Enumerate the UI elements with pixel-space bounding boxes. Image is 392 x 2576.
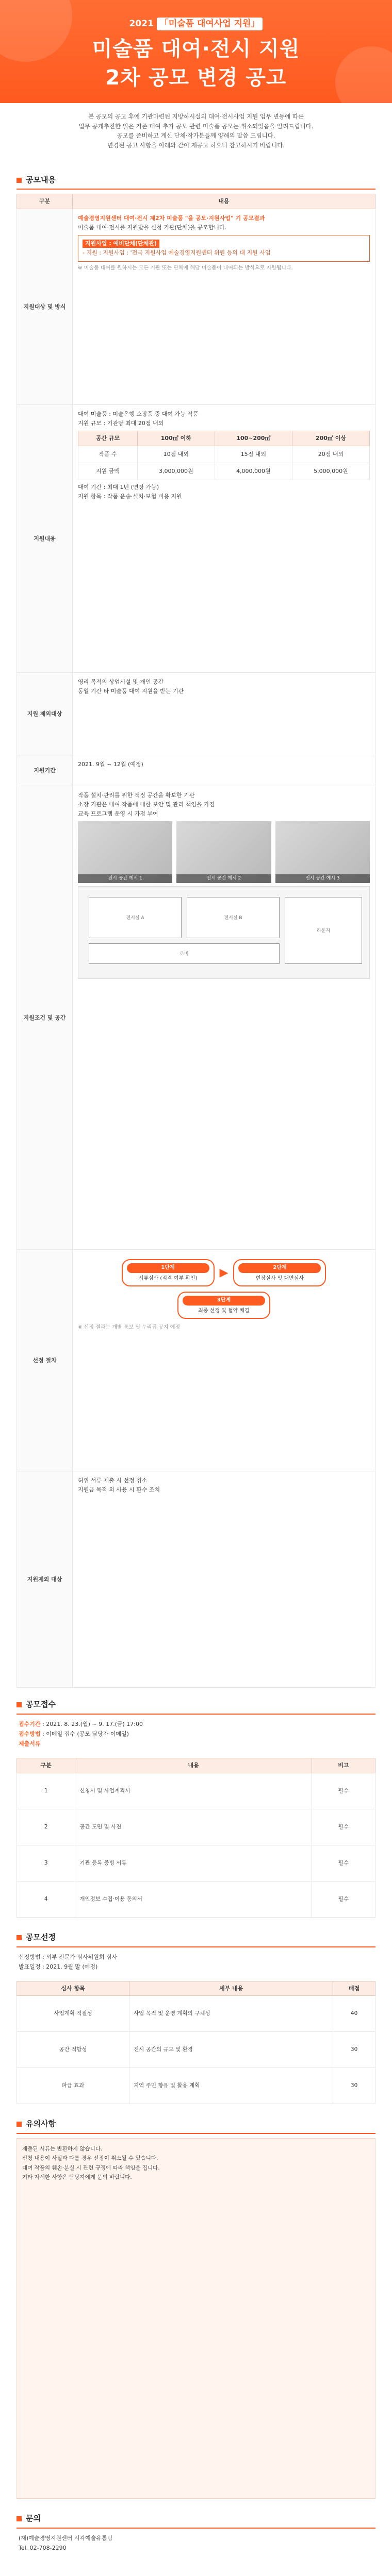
contact-section bbox=[17, 2509, 375, 2558]
select-details: 선정방법 : 외부 전문가 심사위원회 심사 발표일정 : 2021. 9월 말 (예정) bbox=[19, 1953, 118, 1970]
criteria-table: 심사 항목 세부 내용 배점 사업계획 적절성 사업 목적 및 운영 계획의 구체성 40 공간 적합성 전시 공간의 규모 및 환경 30 파급 효과 지역 주민 향유 및 활용 계획 30 bbox=[17, 1981, 375, 2105]
table-row: 지원대상 및 방식 예술경영지원센터 대여·전시 제2차 미술품 "을 공모·지원사업" 기 공모결과 미술품 대여·전시를 지원받을 신청 기관(단체)을 공모합니다. 지원사업 : 예비단체(단체관) - 지원 : 지원사업 : '전국 지원사업 예술경영지원센터 위원 등의 대 지원 사업 ※ 미술품 대여를 원하시는 모든 기관 또는 단체에 해당 미술품이 대여되는 방식으로 지원됩니다. bbox=[17, 209, 375, 405]
section-header: 유의사항 bbox=[17, 2114, 375, 2134]
section-header: 문의 bbox=[17, 2509, 375, 2529]
banner-title-line2: 2차 공모 변경 공고 bbox=[105, 66, 287, 90]
square-icon bbox=[17, 178, 22, 183]
selection-flow bbox=[78, 1259, 370, 1286]
square-icon bbox=[17, 2516, 22, 2521]
square-icon bbox=[17, 1702, 22, 1707]
photo-gallery bbox=[78, 821, 370, 883]
floor-plan: 전시실 A 전시실 B 라운지 로비 bbox=[78, 886, 370, 979]
arrow-right-icon: ▶ bbox=[219, 1266, 228, 1279]
notice-section bbox=[17, 2114, 375, 2499]
section-header: 공모접수 bbox=[17, 1695, 375, 1715]
space-photo: 전시 공간 예시 2 bbox=[176, 821, 271, 883]
table-row: 지원 제외대상 영리 목적의 상업시설 및 개인 공간 동일 기간 타 미술품 대여 지원을 받는 기관 bbox=[17, 673, 375, 755]
table-row: 1 신청서 및 사업계획서 필수 bbox=[17, 1773, 375, 1809]
header-banner bbox=[0, 0, 392, 103]
documents-table: 구분 내용 비고 1 신청서 및 사업계획서 필수 2 공간 도면 및 사진 필수 3 기관 등록 증빙 서류 필수 4 개인정보 수집·이용 동의서 필수 bbox=[17, 1758, 375, 1918]
table-row: 3 기관 등록 증빙 서류 필수 bbox=[17, 1845, 375, 1881]
table-row: 공간 적합성 전시 공간의 규모 및 환경 30 bbox=[17, 2032, 375, 2068]
table-row: 파급 효과 지역 주민 향유 및 활용 계획 30 bbox=[17, 2068, 375, 2104]
section-header: 공모내용 bbox=[17, 171, 375, 190]
table-row: 사업계획 적절성 사업 목적 및 운영 계획의 구체성 40 bbox=[17, 1996, 375, 2032]
square-icon bbox=[17, 1935, 22, 1940]
table-row: 지원 금액 3,000,000원 4,000,000원 5,000,000원 bbox=[78, 463, 370, 480]
select-section bbox=[17, 1928, 375, 2105]
table-row: 지원조건 및 공간 작품 설치·관리를 위한 적정 공간을 확보한 기관 소장 기관은 대여 작품에 대한 보안 및 관리 책임을 가짐 교육 프로그램 운영 시 가점 부여 전시 공간 예시 1 전시 공간 예시 2 전시 공간 예시 3 전시실 A 전시실 B 라운지 로비 bbox=[17, 786, 375, 1250]
table-row: 지원기간 2021. 9월 ~ 12월 (예정) bbox=[17, 755, 375, 786]
banner-title-line1: 미술품 대여·전시 지원 bbox=[92, 37, 300, 61]
support-scale-table: 공간 규모 100㎡ 이하 100~200㎡ 200㎡ 이상 작품 수 10점 내외 15점 내외 20점 내외 지원 금액 3,000,000원 4,000,000원 5,000,000원 bbox=[78, 431, 370, 480]
table-row: 지원내용 대여 미술품 : 미술은행 소장품 중 대여 가능 작품 지원 규모 : 기관당 최대 20점 내외 공간 규모 100㎡ 이하 100~200㎡ 200㎡ 이상 작품 수 10점 내외 15점 내외 20점 내외 지원 금액 3,000,000원 4,000,000원 5,000,000원 대여 기간 : 최대 1년 (연장 가능) 지원 항목 : 작품 운송·설치·보험 비용 지원 bbox=[17, 405, 375, 673]
table-row: 2 공간 도면 및 사진 필수 bbox=[17, 1809, 375, 1845]
flow-step: 3단계 최종 선정 및 협약 체결 bbox=[177, 1292, 270, 1319]
table-row: 4 개인정보 수집·이용 동의서 필수 bbox=[17, 1881, 375, 1917]
square-icon bbox=[17, 2122, 22, 2127]
intro-text: 본 공모의 공고 후에 기관마련된 지방하시설의 대여·전시사업 지원 업무 변동에 따른 업무 공개추진한 일은 기존 대여 추가 공모 관련 미술품 공모는 취소되었음을 알려드립니다. 공모를 준비하고 계신 단체·작가분들께 양해의 말씀 드립니다. 변경된 공고 사항을 아래와 같이 재공고 하오니 참고하시기 바랍니다. bbox=[78, 113, 314, 149]
table-row: 선정 절차 1단계 서류심사 (적격 여부 확인) ▶ 2단계 현장실사 및 대면심사 3단계 최종 선정 및 협약 체결 ※ 선정 결과는 개별 통보 및 누리집 공지 예정 bbox=[17, 1250, 375, 1471]
overview-section bbox=[17, 171, 375, 1688]
flow-step: 2단계 현장실사 및 대면심사 bbox=[233, 1259, 326, 1286]
banner-subtitle: 2021 「미술품 대여사업 지원」 bbox=[0, 18, 392, 30]
notice-list: 제출된 서류는 반환하지 않습니다. 신청 내용이 사실과 다를 경우 선정이 취소될 수 있습니다. 대여 작품의 훼손·분실 시 관련 규정에 따라 책임을 집니다. 기타 자세한 사항은 담당자에게 문의 바랍니다. bbox=[17, 2138, 375, 2499]
contact-info: (재)예술경영지원센터 시각예술유통팀 Tel. 02-708-2290 bbox=[19, 2534, 113, 2551]
selection-flow bbox=[78, 1292, 370, 1319]
banner-badge: 「미술품 대여사업 지원」 bbox=[157, 18, 263, 30]
overview-table: 구분 내용 지원대상 및 방식 예술경영지원센터 대여·전시 제2차 미술품 "을 공모·지원사업" 기 공모결과 미술품 대여·전시를 지원받을 신청 기관(단체)을 공모합니다. 지원사업 : 예비단체(단체관) - 지원 : 지원사업 : '전국 지원사업 예술경영지원센터 위원 등의 대 지원 사업 ※ 미술품 대여를 원하시는 모든 기관 또는 단체에 해당 미술품이 대여되는 방식으로 지원됩니다. 지원내용 대여 미술품 : 미술은행 소장품 중 대여 가능 작품 지원 규모 : 기관당 최대 20점 내외 공간 규모 100㎡ 이하 100~200㎡ 200㎡ 이상 작품 수 10점 내외 15점 내외 20점 내외 지원 금액 3,000,000원 4,000,000원 5,000,000원 대여 기간 : 최대 1년 (연장 가능) 지원 항목 : 작품 운송·설치·보험 비용 지원 지원 제외대상 영리 목적의 상업시설 및 개인 공간 동일 기간 타 미술품 대여 지원을 받는 기관 지원기간 2021. 9월 ~ 12월 (예정) 지원조건 및 공간 작품 설치·관리를 위한 적정 공간을 확보한 기관 소장 기관은 대여 작품에 대한 보안 및 관리 책임을 가짐 교육 프로그램 운영 시 가점 부여 전시 공간 예시 1 전시 공간 예시 2 전시 공간 예시 3 전시실 A 전시실 B 라운지 로비 선정 절차 1단계 서류심사 (적격 여부 확인) ▶ 2단계 현장실사 및 대면심사 3단계 최종 선정 및 협약 체결 ※ 선정 결과는 개별 통보 및 누리집 공지 예정 지원제외 대상 허위 서류 제출 시 선정 취소 지원금 목적 외 사용 시 환수 조치 bbox=[17, 194, 375, 1688]
highlight-box: 지원사업 : 예비단체(단체관) - 지원 : 지원사업 : '전국 지원사업 예술경영지원센터 위원 등의 대 지원 사업 bbox=[78, 235, 370, 262]
table-row: 지원제외 대상 허위 서류 제출 시 선정 취소 지원금 목적 외 사용 시 환수 조치 bbox=[17, 1471, 375, 1688]
table-row: 작품 수 10점 내외 15점 내외 20점 내외 bbox=[78, 446, 370, 463]
space-photo: 전시 공간 예시 3 bbox=[275, 821, 370, 883]
flow-step: 1단계 서류심사 (적격 여부 확인) bbox=[122, 1259, 215, 1286]
apply-section bbox=[17, 1695, 375, 1918]
space-photo: 전시 공간 예시 1 bbox=[78, 821, 172, 883]
apply-details: 접수기간 : 2021. 8. 23.(월) ~ 9. 17.(금) 17:00 접수방법 : 이메일 접수 (공모 담당자 이메일) 제출서류 bbox=[19, 1721, 143, 1747]
section-header: 공모선정 bbox=[17, 1928, 375, 1947]
